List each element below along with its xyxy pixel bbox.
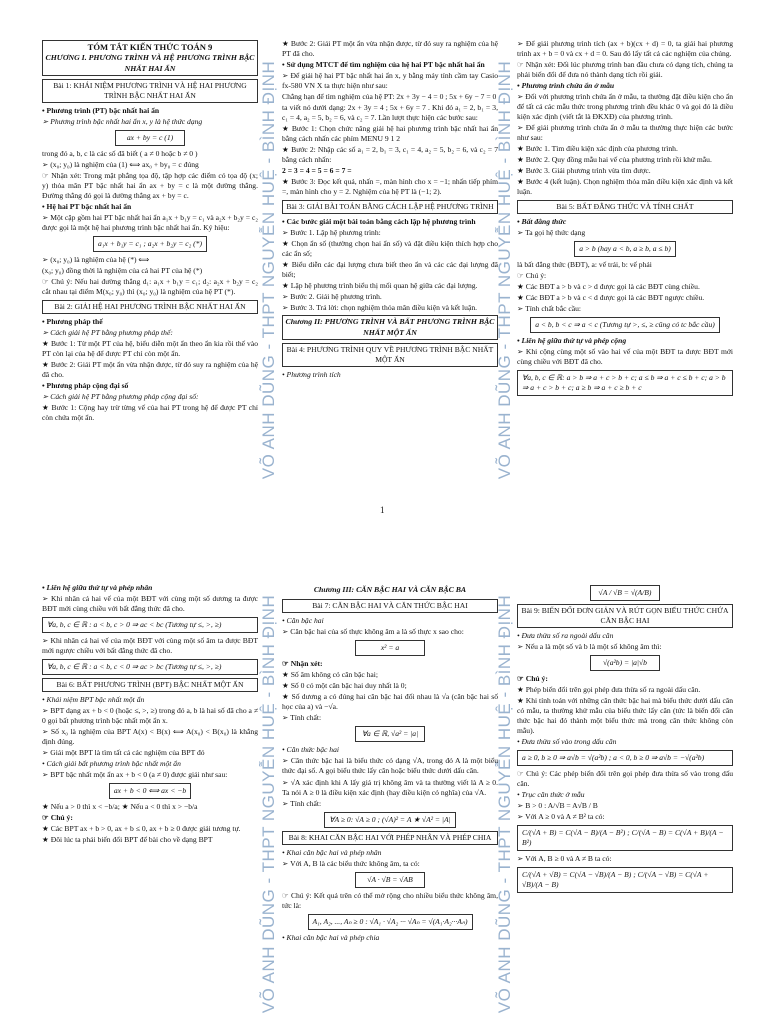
text-line: trong đó a, b, c là các số đã biết ( a ≠ 0 hoặc b ≠ 0 ) [42,148,198,158]
text-line: • Đưa thừa số vào trong dấu căn [517,737,617,747]
text-line: ➢ Căn bậc hai của số thực không âm a là số thực x sao cho: [282,627,464,637]
calculator-keys: 2 = 3 = 4 = 5 = 6 = 7 = [282,166,352,176]
author-sidebar-left: VÕ ANH DŨNG - THPT NGUYỄN HUỆ - BÌNH ĐỊNH [259,594,278,1014]
text-line: ➢ Số x₀ là nghiệm của BPT A(x) < B(x) ⟺ A(x₀) < B(x₀) là khẳng định đúng. [42,727,258,747]
text-line: ★ Bước 2: Nhập các số a₁ = 2, b₁ = 3, c₁ = 4, a₂ = 5, b₂ = 6, và c₂ = 7 bằng cách nhấn: [282,145,498,165]
author-sidebar-right: VÕ ANH DŨNG - THPT NGUYỄN HUỆ - BÌNH ĐỊNH [495,594,514,1014]
lesson-1-heading: Bài 1: KHÁI NIỆM PHƯƠNG TRÌNH VÀ HỆ HAI PHƯƠNG TRÌNH BẬC NHẤT HAI ẨN [42,79,258,103]
lesson-5-heading: Bài 5: BẤT ĐẲNG THỨC VÀ TÍNH CHẤT [517,200,733,214]
chapter-2-box [282,315,498,340]
column-1 [42,38,258,502]
text-line: ★ Các BPT ax + b > 0, ax + b ≤ 0, ax + b ≥ 0 được giải tương tự. [42,824,241,834]
column-3 [517,582,733,1024]
text-line: ➢ Tính chất: [282,713,322,723]
text-line: ta viết nó dưới dạng: 2x + 3y = 4 ; 5x + 6y = 7 . Khi đó a₁ = 2, b₁ = 3, c₁ = 4, a₂ = 5, b₂ = 6, và c₂ = 7. Lần lượt thực hiện các bước sau: [282,103,498,123]
lesson-3-heading: Bài 3: GIẢI BÀI TOÁN BẰNG CÁCH LẬP HỆ PHƯƠNG TRÌNH [282,200,498,214]
text-line: ➢ Để giải phương trình chứa ẩn ở mẫu ta thường thực hiện các bước như sau: [517,123,733,143]
text-line: ➢ Đối với phương trình chứa ẩn ở mẫu, ta thường đặt điều kiện cho ẩn để tất cả các mẫu thức trong phương trình đều khác 0 và gọi đó là điều kiện xác định (viết tắt là ĐKXĐ) của phương trình. [517,92,733,122]
formula: ∀a, b, c ∈ ℝ : a < b, c > 0 ⇒ ac < bc (Tương tự ≤, >, ≥) [42,617,258,633]
text-line: • Khái niệm BPT bậc nhất một ẩn [42,695,145,705]
text-line: ➢ BPT bậc nhất một ẩn ax + b < 0 (a ≠ 0) được giải như sau: [42,770,228,780]
formula: ax + by = c (1) [115,130,185,146]
chapter-1-title: CHƯƠNG I. PHƯƠNG TRÌNH VÀ HỆ PHƯƠNG TRÌNH BẬC NHẤT HAI ẨN [45,53,255,73]
text-line: • Căn bậc hai [282,616,324,626]
text-line: • Hệ hai PT bậc nhất hai ẩn [42,202,132,212]
column-3 [517,38,733,502]
text-line: ★ Bước 3: Đọc kết quả, nhấn =, màn hình cho x = −1; nhấn tiếp phím =, màn hình cho y = 2. Nghiệm của hệ PT là (−1; 2). [282,177,498,197]
text-line: ➢ Một cặp gồm hai PT bậc nhất hai ẩn a₁x + b₁y = c₁ và a₂x + b₂y = c₂ được gọi là một hệ hai phương trình bậc nhất hai ẩn. Ký hiệu: [42,213,258,233]
text-line: ★ Bước 1: Chọn chức năng giải hệ hai phương trình bậc nhất hai ẩn bằng cách nhấn các phím MENU 9 1 2 [282,124,498,144]
formula: √(a²b) = |a|√b [590,655,660,671]
text-line: • Khai căn bậc hai và phép chia [282,932,380,942]
text-line: ☞ Nhận xét: Đối lúc phương trình ban đầu chưa có dạng tích, chúng ta phải biến đổi để đưa nó thành dạng tích rồi giải. [517,60,733,80]
text-line: ★ Bước 1: Từ một PT của hệ, biểu diễn một ẩn theo ẩn kia rồi thế vào PT còn lại của hệ để được PT chỉ còn một ẩn. [42,339,258,359]
text-line: • Khai căn bậc hai và phép nhân [282,847,382,857]
text-line: • Đưa thừa số ra ngoài dấu căn [517,631,614,641]
formula: a > b (hay a < b, a ≥ b, a ≤ b) [574,241,676,257]
text-line: ➢ Khi cộng cùng một số vào hai vế của một BĐT ta được BĐT mới cùng chiều với BĐT đã cho. [517,347,733,367]
formula: ∀a ∈ ℝ, √a² = |a| [355,726,425,742]
text-line: ➢ Để giải hệ hai PT bậc nhất hai ẩn x, y bằng máy tính cầm tay Casio fx-580 VN X ta thực hiện như sau: [282,71,498,91]
formula: a < b, b < c ⇒ a < c (Tương tự >, ≤, ≥ cũng có tc bắc cầu) [530,317,720,333]
lesson-6-heading: Bài 6: BẤT PHƯƠNG TRÌNH (BPT) BẬC NHẤT MỘT ẨN [42,678,258,692]
text-line: ➢ Với A, B ≥ 0 và A ≠ B ta có: [517,854,612,864]
text-line: ★ Số dương a có đúng hai căn bậc hai đối nhau là √a (căn bậc hai số học của a) và −√a. [282,692,498,712]
text-line: ★ Các BĐT a > b và c > d được gọi là các BĐT cùng chiều. [517,282,700,292]
text-line: • Bất đẳng thức [517,217,567,227]
page-number: 1 [380,505,385,515]
text-line: ☞ Chú ý: [42,813,73,823]
text-line: ★ Khi tính toán với những căn thức bậc hai mà biểu thức dưới dấu căn có mẫu, ta thường khử mẫu của biểu thức lấy căn (tức là biến đổi căn thức bậc hai đó thành một biểu thức mà trong căn thức không còn mẫu). [517,696,733,736]
text-line: ★ Phép biến đổi trên gọi phép đưa thừa số ra ngoài dấu căn. [517,685,701,695]
text-line: • Liên hệ giữa thứ tự và phép nhân [42,583,153,592]
text-line: • Phương trình chứa ẩn ở mẫu [517,81,615,91]
text-line: ➢ BPT dạng ax + b < 0 (hoặc ≤, >, ≥) trong đó a, b là hai số đã cho a ≠ 0 gọi bất phương trình bậc nhất một ẩn x. [42,706,258,726]
text-line: ➢ (x₀; y₀) là nghiệm của (1) ⟺ ax₀ + by₀ = c đúng [42,160,199,169]
text-line: là bất đẳng thức (BĐT), a: vế trái, b: vế phải [517,260,652,270]
text-line: ➢ Ta gọi hệ thức dạng [517,228,586,238]
chapter-3-box [282,584,498,596]
formula: C/(√A + √B) = C(√A − √B)/(A − B) ; C/(√A − √B) = C(√A + √B)/(A − B) [517,867,733,893]
text-line: (x₀; y₀) đồng thời là nghiệm của cả hai PT của hệ (*) [42,266,203,276]
text-line: • Phương pháp cộng đại số [42,381,129,391]
text-line: ➢ Cách giải hệ PT bằng phương pháp thế: [42,328,173,338]
text-line: ☞ Chú ý: Kết quả trên có thể mở rộng cho nhiều biểu thức không âm, tức là: [282,890,498,910]
text-line: ☞ Chú ý: [517,674,548,684]
text-line: ➢ Căn thức bậc hai là biểu thức có dạng √A, trong đó A là một biểu thức đại số. A gọi biểu thức lấy căn hoặc biểu thức dưới dấu căn. [282,756,498,776]
text-line: ➢ Với A, B là các biểu thức không âm, ta có: [282,858,420,868]
text-line: ★ Số âm không có căn bậc hai; [282,670,379,680]
text-line: Chẳng hạn để tìm nghiệm của hệ PT: 2x + 3y − 4 = 0 ; 5x + 6y − 7 = 0 [282,92,497,102]
column-1 [42,582,258,1024]
formula: x² = a [355,640,425,656]
text-line: ★ Đôi lúc ta phải biến đổi BPT để bài cho về dạng BPT [42,835,213,845]
text-line: ➢ Với A ≥ 0 và A ≠ B² ta có: [517,812,605,822]
text-line: • Sử dụng MTCT để tìm nghiệm của hệ hai PT bậc nhất hai ẩn [282,60,485,70]
text-line: ☞ Nhận xét: Trong mặt phẳng tọa độ, tập hợp các điểm có tọa độ (x; y) thỏa mãn PT bậc nhất hai ẩn ax + by = c là một đường thẳng. Đường thẳng đó gọi là đường thẳng ax + by = c. [42,171,258,201]
text-line: ★ Bước 1. Tìm điều kiện xác định của phương trình. [517,144,678,154]
chapter-2-title: Chương II: PHƯƠNG TRÌNH VÀ BẤT PHƯƠNG TRÌNH BẬC NHẤT MỘT ẨN [285,317,495,337]
formula: A₁, A₂, ..., Aₙ ≥ 0 : √A₁ · √A₂ ··· √Aₙ = √(A₁·A₂···Aₙ) [308,914,473,930]
text-line: • Phương trình tích [282,369,341,379]
text-line: • Phương pháp thế [42,317,103,327]
text-line: ➢ Tính chất: [282,798,322,808]
text-line: ➢ Tính chất bắc cầu: [517,304,581,314]
text-line: ➢ Khi nhân cả hai vế của một BĐT với cùng một số dương ta được BĐT mới cùng chiều với bất đẳng thức đã cho. [42,594,258,614]
formula: ∀a, b, c ∈ ℝ: a > b ⇒ a + c > b + c; a ≤ b ⇒ a + c ≤ b + c; a > b ⇒ a + c > b + c; a ≥ b ⇒ a + c ≥ b + c [517,370,733,396]
text-line: ★ Lập hệ phương trình biểu thị mối quan hệ giữa các đại lượng. [282,281,478,291]
formula: √A · √B = √AB [355,872,425,888]
page-2 [0,512,768,1024]
text-line: • Các bước giải một bài toán bằng cách lập hệ phương trình [282,217,476,227]
text-line: • Liên hệ giữa thứ tự và phép cộng [517,336,627,346]
lesson-8-heading: Bài 8: KHAI CĂN BẬC HAI VỚI PHÉP NHÂN VÀ PHÉP CHIA [282,831,498,845]
text-line: ★ Biểu diễn các đại lượng chưa biết theo ẩn và các các đại lượng đã biết; [282,260,498,280]
text-line: ➢ Giải một BPT là tìm tất cả các nghiệm của BPT đó [42,748,205,758]
author-sidebar-right: VÕ ANH DŨNG - THPT NGUYỄN HUỆ - BÌNH ĐỊNH [495,60,514,480]
text-line: ★ Bước 3. Giải phương trình vừa tìm được. [517,166,651,176]
text-line: ★ Bước 2: Giải PT một ẩn vừa nhận được, từ đó suy ra nghiệm của hệ đã cho. [42,360,258,380]
text-line: ☞ Chú ý: [517,271,547,281]
formula: ax + b < 0 ⟺ ax < −b [109,783,191,799]
formula: C/(√A + B) = C(√A − B)/(A − B²) ; C/(√A − B) = C(√A + B)/(A − B²) [517,825,733,851]
column-2 [282,582,498,1024]
formula: a₁x + b₁y = c₁ ; a₂x + b₂y = c₂ (*) [93,236,207,252]
text-line: ➢ Phương trình bậc nhất hai ẩn x, y là hệ thức dạng [42,116,203,126]
text-line: ➢ Bước 2. Giải hệ phương trình. [282,292,382,302]
text-line: ★ Bước 2: Giải PT một ẩn vừa nhận được, từ đó suy ra nghiệm của hệ PT đã cho. [282,39,498,59]
text-line: • Cách giải bất phương trình bậc nhất một ẩn [42,759,181,769]
formula: a ≥ 0, b ≥ 0 ⇒ a√b = √(a²b) ; a < 0, b ≥ 0 ⇒ a√b = −√(a²b) [517,750,733,766]
text-line: ➢ Bước 3. Trả lời: chọn nghiệm thỏa mãn điều kiện và kết luận. [282,303,478,313]
author-sidebar-left: VÕ ANH DŨNG - THPT NGUYỄN HUỆ - BÌNH ĐỊNH [259,60,278,480]
text-line: ➢ √A xác định khi A lấy giá trị không âm và ta thường viết là A ≥ 0. Ta nói A ≥ 0 là điều kiện xác định (hay điều kiện có nghĩa) của √A. [282,777,498,797]
formula: ∀A ≥ 0: √A ≥ 0 ; (√A)² = A ★ √A² = |A| [324,812,456,828]
text-line: • Trục căn thức ở mẫu [517,790,585,800]
text-line: ➢ Để giải phương trình tích (ax + b)(cx + d) = 0, ta giải hai phương trình ax + b = 0 và cx + d = 0. Sau đó lấy tất cả các nghiệm của chúng. [517,39,733,59]
lesson-7-heading: Bài 7: CĂN BẬC HAI VÀ CĂN THỨC BẬC HAI [282,599,498,613]
text-line: ☞ Chú ý: Các phép biến đổi trên gọi phép đưa thừa số vào trong dấu căn. [517,769,733,789]
text-line: ★ Các BĐT a > b và c < d được gọi là các BĐT ngược chiều. [517,293,705,303]
formula: ∀a, b, c ∈ ℝ : a < b, c < 0 ⇒ ac > bc (Tương tự ≤, >, ≥) [42,659,258,675]
text-line: • Phương trình (PT) bậc nhất hai ẩn [42,105,160,115]
text-line: ★ Bước 2. Quy đồng mẫu hai vế của phương trình rồi khử mẫu. [517,155,712,165]
column-2 [282,38,498,502]
text-line: ➢ Bước 1. Lập hệ phương trình: [282,228,381,238]
chapter-3-title: Chương III: CĂN BẬC HAI VÀ CĂN BẬC BA [313,585,467,594]
text-line: ➢ (x₀; y₀) là nghiệm của hệ (*) ⟺ [42,255,150,265]
text-line: • Căn thức bậc hai [282,745,339,755]
doc-title-box [42,40,258,76]
lesson-9-heading: Bài 9: BIẾN ĐỔI ĐƠN GIẢN VÀ RÚT GỌN BIỂU THỨC CHỨA CĂN BẬC HAI [517,604,733,628]
text-line: ★ Bước 1: Cộng hay trừ từng vế của hai PT trong hệ để được PT chỉ còn chứa một ẩn. [42,403,258,423]
text-line: ★ Nếu a > 0 thì x < −b/a; ★ Nếu a < 0 thì x > −b/a [42,802,198,812]
text-line: ➢ Khi nhân cả hai vế của một BĐT với cùng một số âm ta được BĐT mới ngược chiều với bất đẳng thức đã cho. [42,636,258,656]
formula: √A / √B = √(A/B) [590,585,660,601]
lesson-4-heading: Bài 4: PHƯƠNG TRÌNH QUY VỀ PHƯƠNG TRÌNH BẬC NHẤT MỘT ẨN [282,343,498,367]
text-line: ➢ Cách giải hệ PT bằng phương pháp cộng đại số: [42,392,199,402]
text-line: ★ Chọn ẩn số (thường chọn hai ẩn số) và đặt điều kiện thích hợp cho các ẩn số; [282,239,498,259]
text-line: ★ Số 0 có một căn bậc hai duy nhất là 0; [282,681,407,691]
text-line: ☞ Nhận xét: [282,659,323,669]
text-line: ☞ Chú ý: Nếu hai đường thẳng d₁: a₁x + b₁y = c₁; d₂: a₂x + b₂y = c₂ cắt nhau tại điểm M(x₀; y₀) thì (x₀; y₀) là nghiệm của hệ PT (*). [42,277,258,297]
lesson-2-heading: Bài 2: GIẢI HỆ HAI PHƯƠNG TRÌNH BẬC NHẤT HAI ẨN [42,300,258,314]
text-line: ★ Bước 4 (kết luận). Chọn nghiệm thỏa mãn điều kiện xác định và kết luận. [517,177,733,197]
text-line: ➢ B > 0 : A/√B = A√B / B [517,801,598,811]
text-line: ➢ Nếu a là một số và b là một số không âm thì: [517,642,662,652]
doc-title: TÓM TẮT KIẾN THỨC TOÁN 9 [87,42,213,52]
